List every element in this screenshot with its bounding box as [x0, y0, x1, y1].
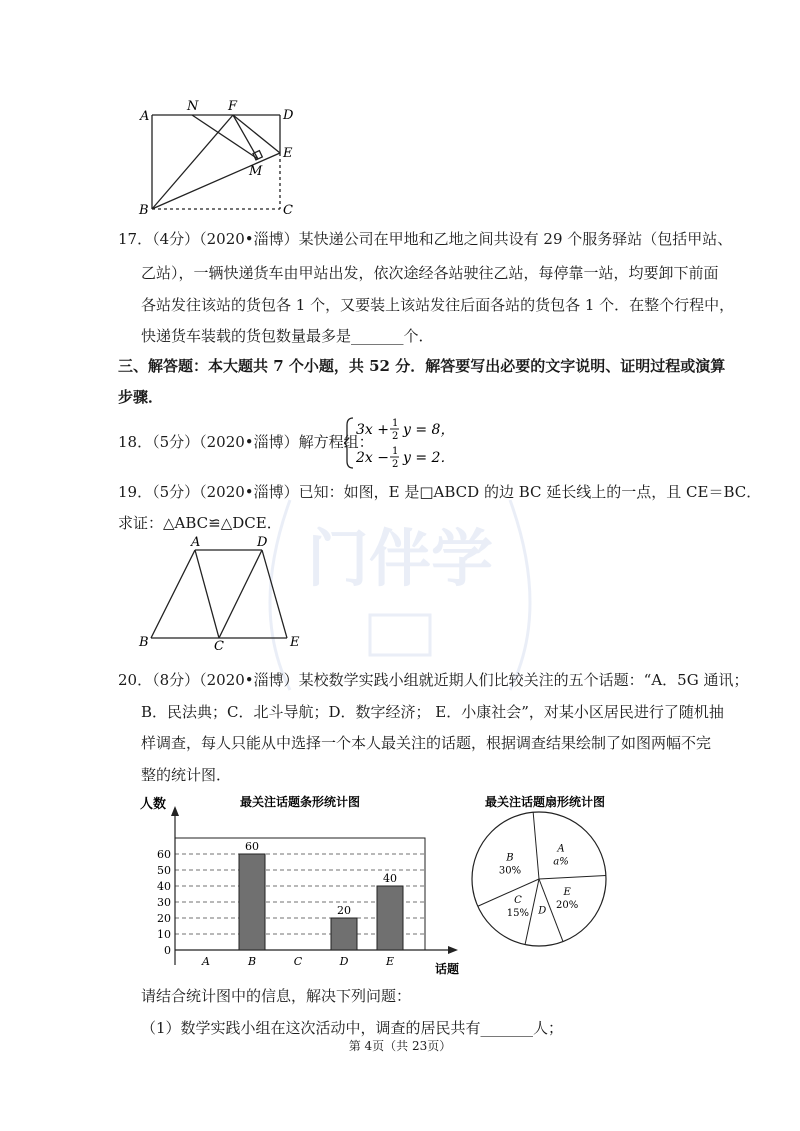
q20-sub1: （1）数学实践小组在这次活动中，调查的居民共有_______人； — [141, 1019, 564, 1037]
y-tick-label: 50 — [157, 864, 171, 877]
y-tick-label: 20 — [157, 912, 171, 925]
bar-value-label: 40 — [383, 872, 397, 885]
eq1-right: y = 8， — [403, 422, 454, 438]
x-tick-label: E — [385, 955, 395, 968]
label-C: C — [283, 203, 293, 218]
eq1-left: 3x + — [356, 422, 389, 438]
q17-line4: 快递货车装载的货包数量最多是_______个． — [141, 327, 434, 345]
pie-slice-category-E: E — [563, 887, 571, 899]
label-M: M — [249, 164, 263, 179]
eq2-right: y = 2． — [403, 450, 454, 466]
label-D: D — [257, 536, 268, 550]
pie-slice-label-B: 30% — [498, 865, 522, 877]
bar-value-label: 20 — [337, 904, 351, 917]
eq2-left: 2x − — [356, 450, 389, 466]
pie-chart — [465, 790, 625, 959]
bar-E — [377, 886, 403, 950]
bar-chart-ylabel: 人数 — [140, 797, 167, 812]
eq1-frac-den: 2 — [392, 431, 399, 442]
label-A: A — [140, 109, 150, 124]
bar-chart-xlabel: 话题 — [435, 962, 460, 976]
q17-line3: 各站发往该站的货包各 1 个，又要装上该站发往后面各站的货包各 1 个．在整个行程中， — [141, 296, 735, 314]
label-E: E — [290, 635, 300, 650]
label-B: B — [139, 203, 149, 218]
q17-line1: 17．（4分）（2020•淄博）某快递公司在甲地和乙地之间共设有 29 个服务驿站（包括甲站、 — [118, 230, 733, 248]
y-tick-label: 40 — [157, 880, 171, 893]
label-D: D — [283, 108, 294, 123]
pie-slice-category-D: D — [538, 905, 547, 917]
y-tick-label: 30 — [157, 896, 171, 909]
figure-q19 — [135, 536, 305, 655]
q19-line1: 19．（5分）（2020•淄博）已知：如图，E 是□ABCD 的边 BC 延长线上的一点，且 CE＝BC． — [118, 483, 762, 501]
q17-line2: 乙站），一辆快递货车由甲站出发，依次途经各站驶往乙站，每停靠一站，均要卸下前面 — [141, 264, 719, 282]
eq1-frac-num: 1 — [392, 418, 399, 429]
q20-line4: 整的统计图． — [141, 766, 232, 784]
y-axis-arrow — [171, 806, 179, 816]
q20-line2: B．民法典；C．北斗导航；D．数字经济； E．小康社会”，对某小区居民进行了随机抽 — [141, 703, 724, 721]
section3-heading-line1: 三、解答题：本大题共 7 个小题，共 52 分．解答要写出必要的文字说明、证明过程或演算 — [118, 357, 726, 375]
watermark-text: 门伴学 — [306, 522, 494, 595]
label-A: A — [191, 536, 201, 550]
x-tick-label: A — [202, 955, 210, 968]
bar-chart — [130, 790, 470, 984]
pie-slice-label-A: a% — [553, 856, 569, 868]
eq2-frac-num: 1 — [392, 446, 399, 457]
label-E: E — [283, 146, 293, 161]
eq2-frac-den: 2 — [392, 459, 399, 470]
pie-slice-label-C: 15% — [506, 908, 530, 920]
bar-B — [239, 854, 265, 950]
x-tick-label: D — [339, 955, 349, 968]
bar-D — [331, 918, 357, 950]
y-tick-label: 10 — [157, 928, 171, 941]
pie-slice-category-B: B — [506, 852, 514, 864]
x-tick-label: C — [293, 955, 303, 968]
q18-equation-system — [344, 415, 454, 475]
bar-chart-title: 最关注话题条形统计图 — [239, 795, 361, 809]
page-footer: 第 4页（共 23页） — [348, 1039, 452, 1053]
pie-slice-category-C: C — [514, 895, 522, 907]
q20-after-chart: 请结合统计图中的信息，解决下列问题： — [141, 987, 412, 1005]
x-axis-arrow — [448, 946, 458, 954]
y-tick-label: 0 — [164, 944, 171, 957]
label-N: N — [187, 99, 199, 114]
section3-heading-line2: 步骤． — [118, 388, 164, 406]
label-C: C — [214, 639, 224, 651]
figure-q16 — [130, 95, 310, 224]
label-B: B — [139, 635, 149, 650]
y-tick-label: 60 — [157, 848, 171, 861]
pie-chart-title: 最关注话题扇形统计图 — [484, 795, 606, 809]
q18-prefix: 18．（5分）（2020•淄博）解方程组： — [118, 433, 374, 451]
label-F: F — [228, 99, 238, 114]
x-tick-label: B — [247, 955, 257, 968]
q20-line1: 20．（8分）（2020•淄博）某校数学实践小组就近期人们比较关注的五个话题：“A．5G 通讯； — [118, 671, 749, 689]
q19-line2: 求证：△ABC≌△DCE． — [118, 514, 282, 532]
bar-value-label: 60 — [245, 840, 259, 853]
pie-slice-category-A: A — [557, 843, 565, 855]
pie-slice-label-E: 20% — [555, 900, 579, 912]
q20-line3: 样调查，每人只能从中选择一个本人最关注的话题，根据调查结果绘制了如图两幅不完 — [141, 734, 712, 752]
